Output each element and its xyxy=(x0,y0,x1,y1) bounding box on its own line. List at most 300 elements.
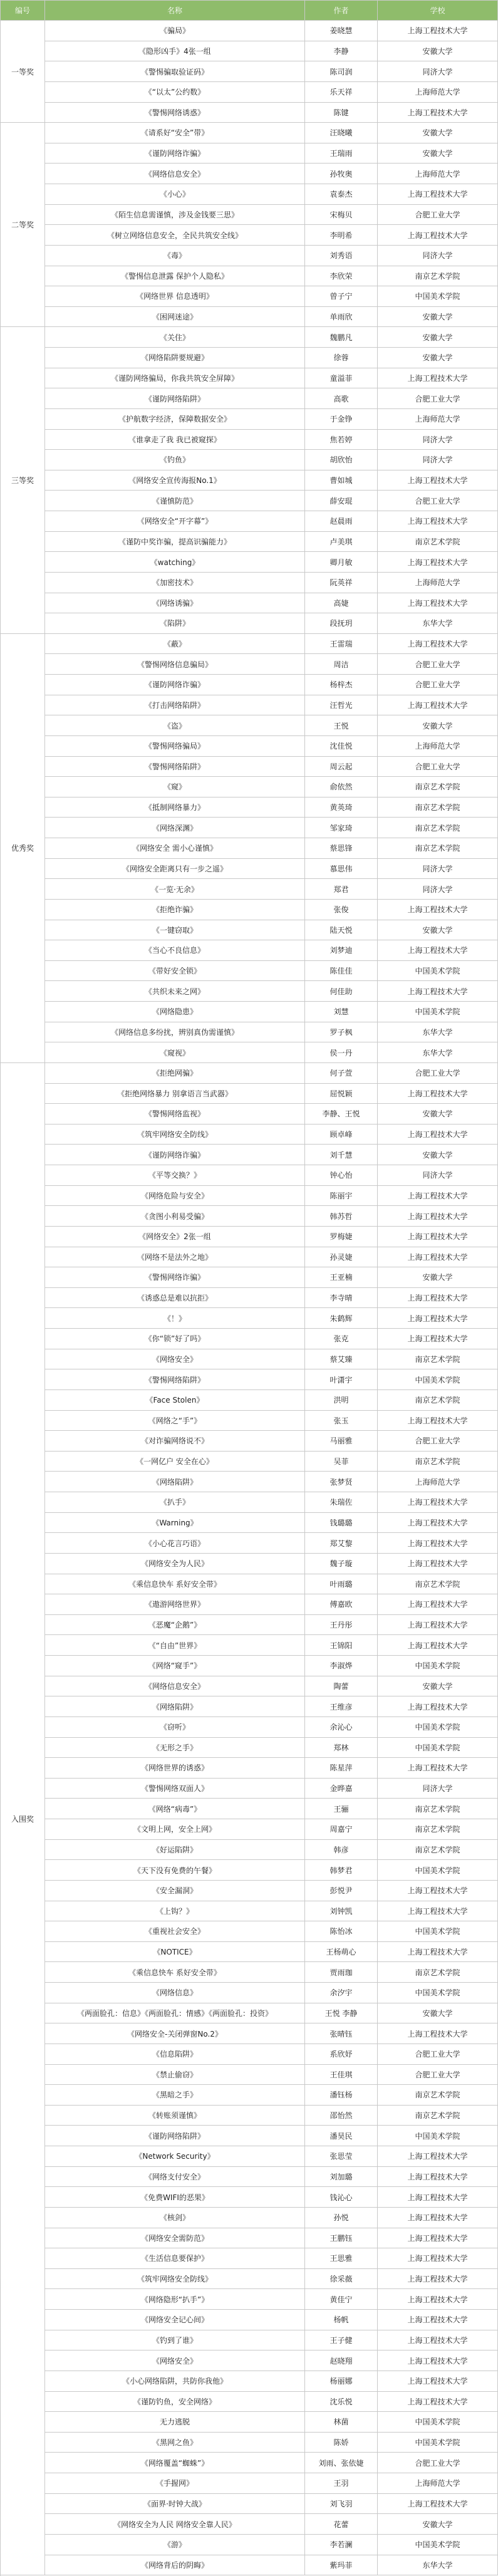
school-cell: 南京艺术学院 xyxy=(378,777,498,797)
author-cell: 陈娇 xyxy=(305,2433,378,2453)
title-cell: 《网络危险与安全》 xyxy=(45,1186,305,1207)
title-cell: 《谨防网络陷阱》 xyxy=(45,2126,305,2146)
school-cell: 安徽大学 xyxy=(378,2514,498,2535)
author-cell: 刘飞羽 xyxy=(305,2494,378,2515)
school-cell: 安徽大学 xyxy=(378,920,498,941)
title-cell: 《转账须谨慎》 xyxy=(45,2106,305,2126)
title-cell: 《谨防网络诈骗》 xyxy=(45,143,305,164)
school-cell: 上海工程技术大学 xyxy=(378,593,498,614)
author-cell: 潘钰杨 xyxy=(305,2085,378,2106)
author-cell: 陈键 xyxy=(305,103,378,123)
author-cell: 刘加璐 xyxy=(305,2167,378,2188)
school-cell: 中国美术学院 xyxy=(378,2535,498,2555)
title-cell: 《网络世界的诱惑》 xyxy=(45,1758,305,1779)
school-cell: 上海工程技术大学 xyxy=(378,552,498,573)
title-cell: 《拒绝网骗》 xyxy=(45,1063,305,1084)
school-cell: 上海工程技术大学 xyxy=(378,368,498,389)
author-cell: 王骊 xyxy=(305,1799,378,1819)
school-cell: 上海工程技术大学 xyxy=(378,2494,498,2515)
school-cell: 南京艺术学院 xyxy=(378,1799,498,1819)
author-cell: 罗梅婕 xyxy=(305,1227,378,1247)
school-cell: 同济大学 xyxy=(378,450,498,470)
school-cell: 南京艺术学院 xyxy=(378,838,498,859)
school-cell: 合肥工业大学 xyxy=(378,388,498,409)
school-cell: 上海工程技术大学 xyxy=(378,2248,498,2269)
school-cell: 南京艺术学院 xyxy=(378,1574,498,1595)
school-cell: 上海师范大学 xyxy=(378,736,498,757)
title-cell: 《共织未来之网》 xyxy=(45,981,305,1002)
school-cell: 安徽大学 xyxy=(378,348,498,368)
header-school: 学校 xyxy=(378,1,498,21)
author-cell: 叶雨璐 xyxy=(305,1574,378,1595)
title-cell: 《小心花言巧语》 xyxy=(45,1533,305,1554)
title-cell: 《好运陷阱》 xyxy=(45,1840,305,1861)
school-cell: 上海工程技术大学 xyxy=(378,1329,498,1349)
author-cell: 王羽 xyxy=(305,2473,378,2494)
title-cell: 《黑暗之手》 xyxy=(45,2085,305,2106)
author-cell: 王悦 李静 xyxy=(305,2003,378,2024)
school-cell: 同济大学 xyxy=(378,859,498,880)
author-cell: 郑林 xyxy=(305,1738,378,1758)
title-cell: 《网络覆盖“蜘蛛”》 xyxy=(45,2453,305,2473)
title-cell: 《生活信息要保护》 xyxy=(45,2248,305,2269)
school-cell: 上海工程技术大学 xyxy=(378,1881,498,1901)
title-cell: 《禁止偷窃》 xyxy=(45,2065,305,2085)
school-cell: 上海工程技术大学 xyxy=(378,21,498,41)
author-cell: 乐天祥 xyxy=(305,82,378,103)
title-cell: 《窃听》 xyxy=(45,1717,305,1738)
title-cell: 《网络世界 信息透明》 xyxy=(45,286,305,307)
author-cell: 陈怡冰 xyxy=(305,1921,378,1942)
title-cell: 《拒绝网络暴力 别拿语言当武器》 xyxy=(45,1084,305,1104)
school-cell: 东华大学 xyxy=(378,2555,498,2576)
author-cell: 杨丽娜 xyxy=(305,2371,378,2392)
title-cell: 《网络之“手”》 xyxy=(45,1411,305,1431)
school-cell: 中国美术学院 xyxy=(378,1738,498,1758)
title-cell: 《网络安全需防范》 xyxy=(45,2228,305,2249)
author-cell: 陈星萍 xyxy=(305,1758,378,1779)
author-cell: 朱鹤辉 xyxy=(305,1308,378,1329)
title-cell: 《诱惑总是难以抗拒》 xyxy=(45,1288,305,1309)
author-cell: 王亚楠 xyxy=(305,1267,378,1288)
title-cell: 《“以太”公约数》 xyxy=(45,82,305,103)
school-cell: 中国美术学院 xyxy=(378,2412,498,2433)
title-cell: 《筑牢网络安全防线》 xyxy=(45,1124,305,1145)
title-cell: 《谨防网络陷阱》 xyxy=(45,388,305,409)
title-cell: 《Network Security》 xyxy=(45,2146,305,2167)
school-cell: 上海工程技术大学 xyxy=(378,1533,498,1554)
school-cell: 安徽大学 xyxy=(378,123,498,143)
school-cell: 中国美术学院 xyxy=(378,2433,498,2453)
school-cell: 上海工程技术大学 xyxy=(378,900,498,920)
title-cell: 《小心网络陷阱，共防你我他》 xyxy=(45,2371,305,2392)
author-cell: 汪哲光 xyxy=(305,695,378,716)
author-cell: 李寺晴 xyxy=(305,1288,378,1309)
school-cell: 上海工程技术大学 xyxy=(378,940,498,961)
author-cell: 孙牧奥 xyxy=(305,164,378,184)
author-cell: 张梦贤 xyxy=(305,1472,378,1492)
title-cell: 《网络诱骗》 xyxy=(45,593,305,614)
school-cell: 南京艺术学院 xyxy=(378,1840,498,1861)
author-cell: 沈佳悦 xyxy=(305,736,378,757)
title-cell: 《筑牢网络安全防线》 xyxy=(45,2269,305,2290)
author-cell: 李明希 xyxy=(305,225,378,246)
school-cell: 合肥工业大学 xyxy=(378,2453,498,2473)
author-cell: 金晔嘉 xyxy=(305,1779,378,1799)
author-cell: 李淑烨 xyxy=(305,1656,378,1676)
school-cell: 上海工程技术大学 xyxy=(378,470,498,491)
school-cell: 上海工程技术大学 xyxy=(378,2023,498,2044)
school-cell: 上海工程技术大学 xyxy=(378,1615,498,1636)
title-cell: 《警惕网络诈骗》 xyxy=(45,1267,305,1288)
title-cell: 《窥》 xyxy=(45,777,305,797)
title-cell: 《网络信息多纷扰，辨别真伪需谨慎》 xyxy=(45,1022,305,1043)
school-cell: 合肥工业大学 xyxy=(378,757,498,777)
author-cell: 宋梅贝 xyxy=(305,205,378,226)
title-cell: 《游》 xyxy=(45,2535,305,2555)
title-cell: 《打击网络陷阱》 xyxy=(45,695,305,716)
school-cell: 南京艺术学院 xyxy=(378,1452,498,1472)
title-cell: 《隐形凶手》4张一组 xyxy=(45,41,305,62)
title-cell: 《警惕网络陷阱》 xyxy=(45,757,305,777)
school-cell: 东华大学 xyxy=(378,1042,498,1063)
title-cell: 《两面脸孔：信息》《两面脸孔：情感》《两面脸孔：投资》 xyxy=(45,2003,305,2024)
author-cell: 王佳琪 xyxy=(305,2065,378,2085)
author-cell: 张晴钰 xyxy=(305,2023,378,2044)
title-cell: 《网络陷阱》 xyxy=(45,1472,305,1492)
author-cell: 王子健 xyxy=(305,2330,378,2351)
header-no: 编号 xyxy=(1,1,45,21)
school-cell: 上海工程技术大学 xyxy=(378,1206,498,1227)
author-cell: 张玉 xyxy=(305,1411,378,1431)
title-cell: 《拒绝诈骗》 xyxy=(45,900,305,920)
school-cell: 合肥工业大学 xyxy=(378,491,498,511)
award-level-cell: 优秀奖 xyxy=(1,634,45,1063)
author-cell: 袁泰杰 xyxy=(305,184,378,205)
school-cell: 上海师范大学 xyxy=(378,573,498,593)
school-cell: 上海工程技术大学 xyxy=(378,2187,498,2208)
school-cell: 中国美术学院 xyxy=(378,1983,498,2003)
title-cell: 《谁拿走了我 我已被窥探》 xyxy=(45,430,305,450)
title-cell: 《网络隐形“扒手”》 xyxy=(45,2289,305,2310)
author-cell: 钱沁心 xyxy=(305,2187,378,2208)
school-cell: 中国美术学院 xyxy=(378,1369,498,1390)
author-cell: 李若澜 xyxy=(305,2535,378,2555)
school-cell: 上海工程技术大学 xyxy=(378,1186,498,1207)
title-cell: 《网络安全宣传海报No.1》 xyxy=(45,470,305,491)
title-cell: 《抵制网络暴力》 xyxy=(45,797,305,818)
title-cell: 《网络安全-关闭弹窗No.2》 xyxy=(45,2023,305,2044)
school-cell: 中国美术学院 xyxy=(378,1002,498,1022)
title-cell: 《黑网之鱼》 xyxy=(45,2433,305,2453)
school-cell: 安徽大学 xyxy=(378,1267,498,1288)
author-cell: 周云起 xyxy=(305,757,378,777)
title-cell: 《警惕网络信息骗局》 xyxy=(45,654,305,675)
school-cell: 安徽大学 xyxy=(378,1104,498,1124)
author-cell: 高歌 xyxy=(305,388,378,409)
school-cell: 上海工程技术大学 xyxy=(378,1513,498,1534)
school-cell: 东华大学 xyxy=(378,613,498,634)
author-cell: 徐采薇 xyxy=(305,2269,378,2290)
author-cell: 曾子宁 xyxy=(305,286,378,307)
title-cell: 《请系好“安全”带》 xyxy=(45,123,305,143)
author-cell: 黄佳宁 xyxy=(305,2289,378,2310)
school-cell: 安徽大学 xyxy=(378,1676,498,1697)
school-cell: 上海工程技术大学 xyxy=(378,1635,498,1656)
author-cell: 王悦 xyxy=(305,715,378,736)
author-cell: 卿月敏 xyxy=(305,552,378,573)
school-cell: 上海工程技术大学 xyxy=(378,1554,498,1574)
school-cell: 同济大学 xyxy=(378,1779,498,1799)
author-cell: 蔡艾臻 xyxy=(305,1349,378,1370)
school-cell: 安徽大学 xyxy=(378,41,498,62)
title-cell: 《警惕网络陷阱》 xyxy=(45,1369,305,1390)
title-cell: 《谨防网络诈骗》 xyxy=(45,675,305,695)
title-cell: 《Warning》 xyxy=(45,1513,305,1534)
school-cell: 上海工程技术大学 xyxy=(378,1594,498,1615)
title-cell: 《免费WIFI的恶果》 xyxy=(45,2187,305,2208)
school-cell: 上海工程技术大学 xyxy=(378,981,498,1002)
title-cell: 《贪图小利易受骗》 xyxy=(45,1206,305,1227)
author-cell: 周嘉宁 xyxy=(305,1819,378,1840)
school-cell: 合肥工业大学 xyxy=(378,675,498,695)
school-cell: 同济大学 xyxy=(378,430,498,450)
author-cell: 张克 xyxy=(305,1329,378,1349)
school-cell: 中国美术学院 xyxy=(378,1717,498,1738)
school-cell: 上海工程技术大学 xyxy=(378,2392,498,2412)
school-cell: 南京艺术学院 xyxy=(378,818,498,838)
author-cell: 周洁 xyxy=(305,654,378,675)
author-cell: 曹如城 xyxy=(305,470,378,491)
school-cell: 安徽大学 xyxy=(378,143,498,164)
author-cell: 卢美琪 xyxy=(305,532,378,553)
title-cell: 《NOTICE》 xyxy=(45,1942,305,1963)
author-cell: 屈悦颖 xyxy=(305,1084,378,1104)
school-cell: 上海工程技术大学 xyxy=(378,2228,498,2249)
school-cell: 上海工程技术大学 xyxy=(378,1247,498,1268)
title-cell: 《信息陷阱》 xyxy=(45,2044,305,2065)
title-cell: 《天下没有免费的午餐》 xyxy=(45,1860,305,1881)
title-cell: 《文明上网，安全上网》 xyxy=(45,1819,305,1840)
author-cell: 潘昊民 xyxy=(305,2126,378,2146)
school-cell: 上海工程技术大学 xyxy=(378,1308,498,1329)
title-cell: 《警惕网络双面人》 xyxy=(45,1779,305,1799)
title-cell: 《乘信息快车 系好安全带》 xyxy=(45,1574,305,1595)
author-cell: 于金铮 xyxy=(305,409,378,430)
author-cell: 孙灵婕 xyxy=(305,1247,378,1268)
author-cell: 韩苏哲 xyxy=(305,1206,378,1227)
title-cell: 《谨慎防范》 xyxy=(45,491,305,511)
title-cell: 《骗局》 xyxy=(45,21,305,41)
school-cell: 上海工程技术大学 xyxy=(378,2330,498,2351)
school-cell: 安徽大学 xyxy=(378,327,498,348)
author-cell: 李静、王悦 xyxy=(305,1104,378,1124)
author-cell: 罗子枫 xyxy=(305,1022,378,1043)
author-cell: 马丽雅 xyxy=(305,1431,378,1452)
author-cell: 薛安琨 xyxy=(305,491,378,511)
school-cell: 上海师范大学 xyxy=(378,2473,498,2494)
author-cell: 段抚玥 xyxy=(305,613,378,634)
author-cell: 林菌 xyxy=(305,2412,378,2433)
school-cell: 上海工程技术大学 xyxy=(378,1492,498,1513)
author-cell: 叶潇宇 xyxy=(305,1369,378,1390)
school-cell: 合肥工业大学 xyxy=(378,1063,498,1084)
author-cell: 孙悦 xyxy=(305,2208,378,2228)
title-cell: 《乘信息快车 系好安全带》 xyxy=(45,1962,305,1983)
school-cell: 南京艺术学院 xyxy=(378,532,498,553)
school-cell: 上海师范大学 xyxy=(378,409,498,430)
author-cell: 刘秀语 xyxy=(305,246,378,266)
school-cell: 南京艺术学院 xyxy=(378,1819,498,1840)
school-cell: 南京艺术学院 xyxy=(378,2106,498,2126)
title-cell: 《关住》 xyxy=(45,327,305,348)
school-cell: 中国美术学院 xyxy=(378,1656,498,1676)
author-cell: 慕思伟 xyxy=(305,859,378,880)
title-cell: 《当心不良信息》 xyxy=(45,940,305,961)
school-cell: 南京艺术学院 xyxy=(378,797,498,818)
title-cell: 《窥视》 xyxy=(45,1042,305,1063)
author-cell: 王鹏钰 xyxy=(305,2228,378,2249)
title-cell: 《你“锁”好了吗》 xyxy=(45,1329,305,1349)
school-cell: 上海师范大学 xyxy=(378,1472,498,1492)
title-cell: 《网络信息安全》 xyxy=(45,1676,305,1697)
title-cell: 《网络信息》 xyxy=(45,1983,305,2003)
school-cell: 上海工程技术大学 xyxy=(378,225,498,246)
title-cell: 《网络安全为人民》 xyxy=(45,1554,305,1574)
author-cell: 王维彦 xyxy=(305,1696,378,1717)
school-cell: 上海工程技术大学 xyxy=(378,1084,498,1104)
school-cell: 同济大学 xyxy=(378,879,498,900)
school-cell: 上海工程技术大学 xyxy=(378,2146,498,2167)
school-cell: 上海工程技术大学 xyxy=(378,184,498,205)
author-cell: 黄英琦 xyxy=(305,797,378,818)
title-cell: 《蔽》 xyxy=(45,634,305,655)
title-cell: 《陌生信息需谨慎，涉及金钱要三思》 xyxy=(45,205,305,226)
author-cell: 朱瑞佐 xyxy=(305,1492,378,1513)
author-cell: 焦若婷 xyxy=(305,430,378,450)
title-cell: 《警惕骗取验证码》 xyxy=(45,61,305,82)
school-cell: 上海工程技术大学 xyxy=(378,511,498,532)
author-cell: 陈丽宇 xyxy=(305,1186,378,1207)
author-cell: 魏鹏凡 xyxy=(305,327,378,348)
author-cell: 张俊 xyxy=(305,900,378,920)
school-cell: 合肥工业大学 xyxy=(378,205,498,226)
author-cell: 魏子璇 xyxy=(305,1554,378,1574)
school-cell: 同济大学 xyxy=(378,1165,498,1186)
title-cell: 《网络“窥手”》 xyxy=(45,1656,305,1676)
author-cell: 王思雅 xyxy=(305,2248,378,2269)
author-cell: 阮英祥 xyxy=(305,573,378,593)
title-cell: 《恶魔“企鹅”》 xyxy=(45,1615,305,1636)
title-cell: 《困网迷途》 xyxy=(45,307,305,328)
school-cell: 上海工程技术大学 xyxy=(378,1696,498,1717)
author-cell: 顾卓峰 xyxy=(305,1124,378,1145)
title-cell: 《网络信息安全》 xyxy=(45,164,305,184)
title-cell: 《网络安全“开字幕”》 xyxy=(45,511,305,532)
title-cell: 《一网亿户 安全在心》 xyxy=(45,1452,305,1472)
title-cell: 无力逃脱 xyxy=(45,2412,305,2433)
school-cell: 上海工程技术大学 xyxy=(378,2269,498,2290)
school-cell: 上海工程技术大学 xyxy=(378,2310,498,2330)
author-cell: 陈佳佳 xyxy=(305,961,378,982)
school-cell: 上海工程技术大学 xyxy=(378,695,498,716)
school-cell: 同济大学 xyxy=(378,246,498,266)
title-cell: 《网络隐患》 xyxy=(45,1002,305,1022)
author-cell: 贾雨珈 xyxy=(305,1962,378,1983)
author-cell: 陈司润 xyxy=(305,61,378,82)
title-cell: 《陷阱》 xyxy=(45,613,305,634)
title-cell: 《小心》 xyxy=(45,184,305,205)
title-cell: 《警惕网络诱惑》 xyxy=(45,103,305,123)
title-cell: 《上钩？》 xyxy=(45,1901,305,1922)
author-cell: 余汐宇 xyxy=(305,1983,378,2003)
title-cell: 《网络背后的阴晦》 xyxy=(45,2555,305,2576)
school-cell: 合肥工业大学 xyxy=(378,2044,498,2065)
author-cell: 刘慧 xyxy=(305,1002,378,1022)
author-cell: 系欣妤 xyxy=(305,2044,378,2065)
school-cell: 南京艺术学院 xyxy=(378,1390,498,1411)
school-cell: 中国美术学院 xyxy=(378,2126,498,2146)
school-cell: 安徽大学 xyxy=(378,2003,498,2024)
author-cell: 韩彦 xyxy=(305,1840,378,1861)
author-cell: 沈乐悦 xyxy=(305,2392,378,2412)
school-cell: 中国美术学院 xyxy=(378,1860,498,1881)
school-cell: 上海工程技术大学 xyxy=(378,2289,498,2310)
author-cell: 陶蕾 xyxy=(305,1676,378,1697)
title-cell: 《盗》 xyxy=(45,715,305,736)
author-cell: 郑君 xyxy=(305,879,378,900)
title-cell: 《网络安全记心间》 xyxy=(45,2310,305,2330)
title-cell: 《平等交换？》 xyxy=(45,1165,305,1186)
author-cell: 余沁心 xyxy=(305,1717,378,1738)
title-cell: 《网络不是法外之地》 xyxy=(45,1247,305,1268)
author-cell: 刘千慧 xyxy=(305,1145,378,1165)
school-cell: 上海师范大学 xyxy=(378,164,498,184)
award-level-cell: 一等奖 xyxy=(1,21,45,123)
title-cell: 《树立网络信息安全，全民共筑安全线》 xyxy=(45,225,305,246)
author-cell: 李欣荣 xyxy=(305,266,378,287)
author-cell: 王丹彤 xyxy=(305,1615,378,1636)
author-cell: 傅嘉欧 xyxy=(305,1594,378,1615)
title-cell: 《钓鱼》 xyxy=(45,450,305,470)
title-cell: 《网络安全距离只有一步之遥》 xyxy=(45,859,305,880)
title-cell: 《面界·时钟大战》 xyxy=(45,2494,305,2515)
title-cell: 《网络安全为人民 网络安全靠人民》 xyxy=(45,2514,305,2535)
author-cell: 钱璐璐 xyxy=(305,1513,378,1534)
title-cell: 《护航数字经济，保障数据安全》 xyxy=(45,409,305,430)
school-cell: 安徽大学 xyxy=(378,715,498,736)
author-cell: 俞依然 xyxy=(305,777,378,797)
author-cell: 李静 xyxy=(305,41,378,62)
school-cell: 南京艺术学院 xyxy=(378,1962,498,1983)
school-cell: 合肥工业大学 xyxy=(378,654,498,675)
title-cell: 《网络安全》 xyxy=(45,1349,305,1370)
author-cell: 邵怡然 xyxy=(305,2106,378,2126)
author-cell: 紫玛菲 xyxy=(305,2555,378,2576)
title-cell: 《Face Stolen》 xyxy=(45,1390,305,1411)
title-cell: 《带好安全锁》 xyxy=(45,961,305,982)
author-cell: 胡欣怡 xyxy=(305,450,378,470)
award-level-cell: 三等奖 xyxy=(1,327,45,633)
title-cell: 《加密技术》 xyxy=(45,573,305,593)
title-cell: 《警惕网络骗局》 xyxy=(45,736,305,757)
title-cell: 《手握网》 xyxy=(45,2473,305,2494)
title-cell: 《一键窃取》 xyxy=(45,920,305,941)
school-cell: 合肥工业大学 xyxy=(378,2065,498,2085)
author-cell: 杨梓杰 xyxy=(305,675,378,695)
title-cell: 《钓到了谁》 xyxy=(45,2330,305,2351)
title-cell: 《谨防网络诈骗》 xyxy=(45,1145,305,1165)
